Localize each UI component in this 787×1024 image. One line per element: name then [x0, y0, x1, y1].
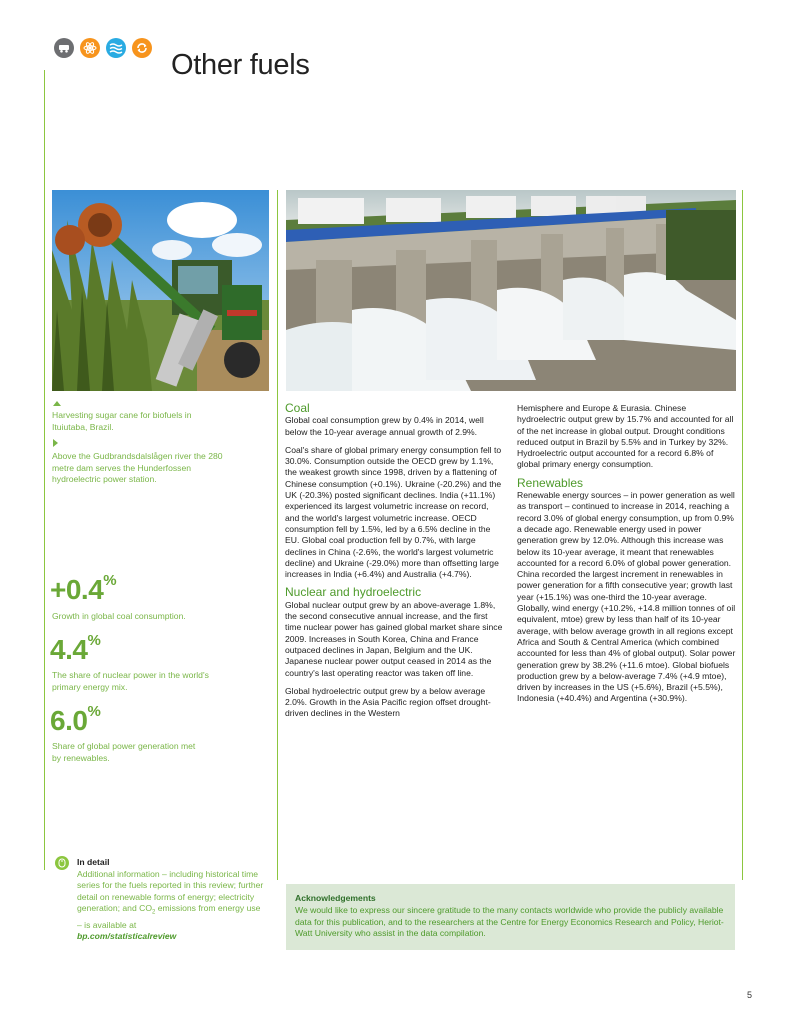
in-detail-block [77, 857, 267, 943]
left-rule [44, 70, 45, 870]
dam-photo [286, 190, 736, 391]
statistical-review-link[interactable]: bp.com/statisticalreview [77, 931, 177, 942]
renewables-heading: Renewables [517, 475, 584, 490]
in-detail-subscript: 2 [152, 910, 156, 917]
hydro-icon [106, 38, 126, 58]
hydro-continued: Hemisphere and Europe & Eurasia. Chinese hydroelectric output grew by 15.7% and accounted for all of the net increase in global output. Drought conditions reduced output in Brazil by 5.5% and in Turkey by 32%. Hydroelectric output accounted for a record 6.8% of global primary energy consumption. [517, 403, 734, 470]
acknowledgements-text: We would like to express our sincere gratitude to the many contacts worldwide who provide the publicly available data for this publication, and to the researchers at the Centre for Energy Economics Research and Policy, Heriot-Watt University who assist in the data compilation. [295, 905, 724, 939]
caption-arrow-right-icon [53, 439, 58, 447]
caption-arrow-up-icon [53, 401, 61, 406]
stat-coal-label: Growth in global coal consumption. [52, 611, 186, 621]
stat-renewables-value: 6.0% [50, 703, 101, 736]
in-detail-text-after: emissions from energy use – is available at [77, 903, 261, 930]
text-column-1 [285, 403, 503, 727]
acknowledgements-box [286, 884, 735, 950]
stat-renewables-label: Share of global power generation met by renewables. [52, 741, 196, 763]
in-detail-title: In detail [77, 857, 110, 867]
nuclear-paragraph-1: Global nuclear output grew by an above-average 1.8%, the second consecutive annual increase, and the first time nuclear power has gained global market share since 2009. Increases in South Korea, China and France outpaced declines in Japan, Belgium and the UK. Japanese nuclear power output ceased in 2014 as the country's last operating reactor was taken off line. [285, 599, 503, 678]
right-rule [742, 190, 743, 880]
renewables-paragraph: Renewable energy sources – in power generation as well as transport – continued to increase in 2014, reaching a record 3.0% of global energy consumption, up from 0.9% a decade ago. Renewable energy used in power generation grew by 12.0%. Although this increase was below its 10-year average, it meant that renewables accounted for a record 6.0% of global power generation. China recorded the largest increment in renewables in power generation for a fifth consecutive year; growth last year (+15.1%) was one-third the 10-year average. Globally, wind energy (+10.2%, +14.8 million tonnes of oil equivalent, mtoe) grew by less than half of its 10-year average, with below average growth in all regions except Africa and South & Central America (which combined accounted for less than 4% of global output). Solar power generation grew by 38.2% (+11.6 mtoe). Global biofuels production grew by a below-average 7.4% (+4.9 mtoe), driven by increases in the US (+5.6%), Brazil (+5.5%), Indonesia (+40.4%) and Argentina (+30.9%). [517, 490, 736, 704]
coal-heading: Coal [285, 401, 310, 415]
mouse-click-icon [55, 856, 69, 870]
renewables-icon [132, 38, 152, 58]
stat-coal-value: +0.4% [50, 572, 117, 605]
right-photo-caption: Above the Gudbrandsdalslågen river the 280 metre dam serves the Hunderfossen hydroelectric power station. [52, 451, 223, 485]
mid-rule [277, 190, 278, 880]
sugar-cane-photo [52, 190, 269, 391]
left-photo-caption: Harvesting sugar cane for biofuels in Ituiutaba, Brazil. [52, 410, 192, 432]
coal-icon [54, 38, 74, 58]
text-column-2 [517, 403, 736, 712]
nuclear-heading: Nuclear and hydroelectric [285, 585, 422, 600]
stat-nuclear-label: The share of nuclear power in the world's primary energy mix. [52, 670, 209, 692]
acknowledgements-title: Acknowledgements [295, 893, 376, 903]
nuclear-paragraph-2: Global hydroelectric output grew by a below average 2.0%. Growth in the Asia Pacific region offset drought-driven declines in the Western [285, 685, 491, 719]
nuclear-icon [80, 38, 100, 58]
in-detail-text: Additional information – including historical time series for the fuels reported in this review; further detail on renewable forms of energy; electricity generation; and CO [77, 868, 264, 914]
coal-paragraph-1: Global coal consumption grew by 0.4% in 2014, well below the 10-year average annual growth of 2.9%. [285, 415, 484, 437]
coal-paragraph-2: Coal's share of global primary energy consumption fell to 30.0%. Consumption outside the OECD grew by 1.1%, the weakest growth since 1998, driven by a flattening of Chinese consumption (+0.1%). Ukraine (-20.2%) and the UK (-20.3%) posted significant declines. India (+11.1%) experienced its largest volumetric increase on record, and the world's largest volumetric increase. OECD consumption fell by 1.5%, led by a 6.5% decline in the EU. Global coal production fell by 0.7%, with large declines in China (-2.6%, the world's largest volumetric decline) and Ukraine (-29.0%) more than offsetting large increases in India (+6.4%) and Australia (+4.7%). [285, 444, 502, 580]
stat-nuclear-value: 4.4% [50, 632, 101, 665]
page-title: Other fuels [171, 49, 310, 82]
page-number: 5 [747, 990, 753, 1000]
